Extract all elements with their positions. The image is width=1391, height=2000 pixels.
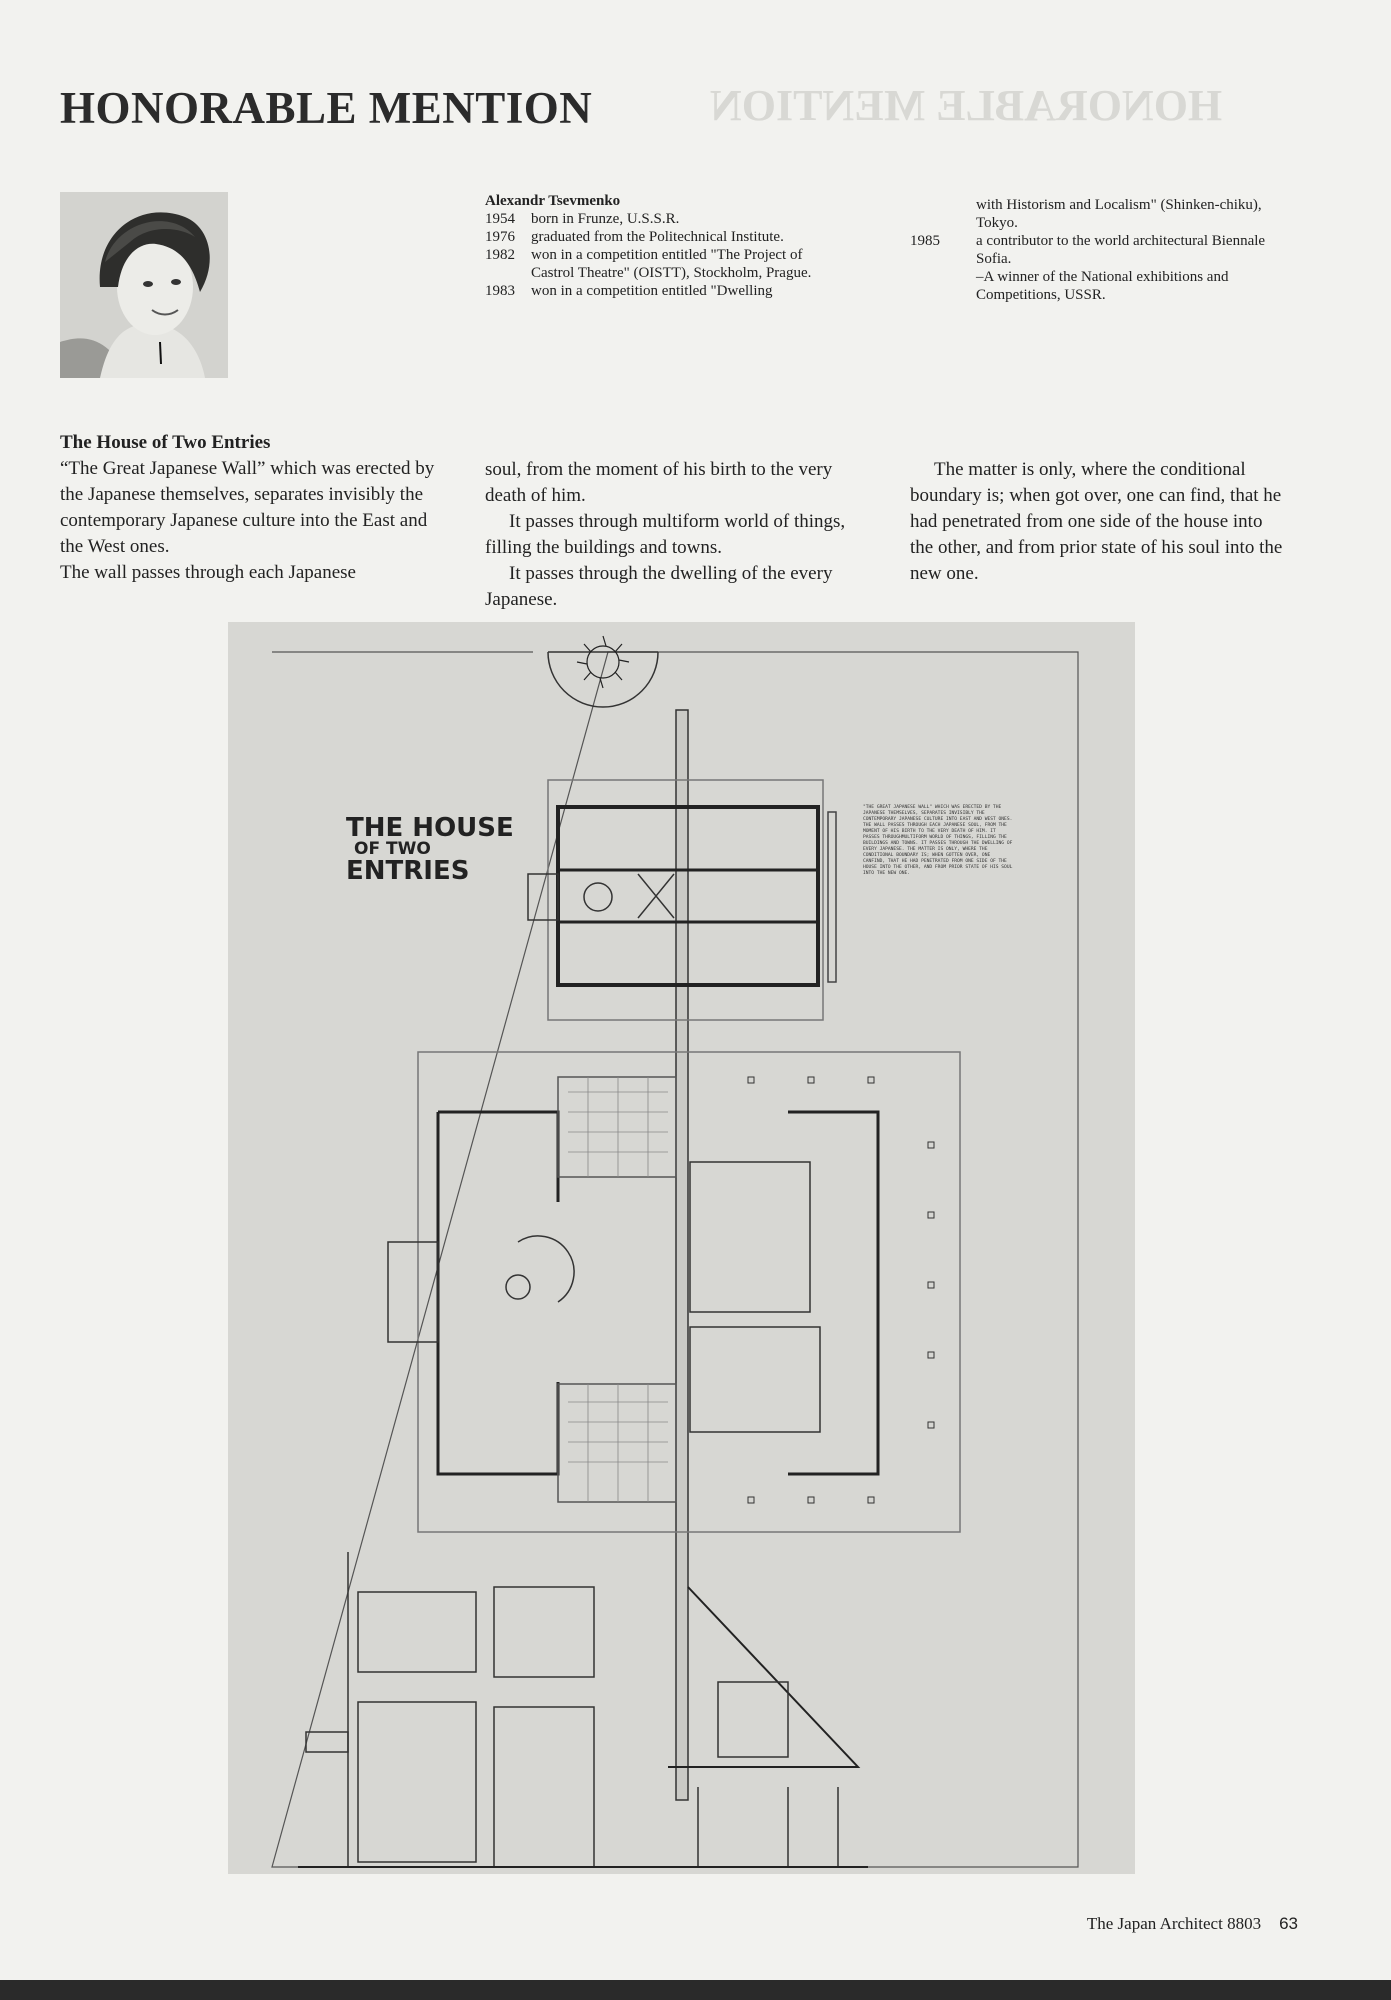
article-paragraph: It passes through multiform world of things, filling the buildings and towns. (485, 511, 846, 558)
show-through-heading: HONORABLE MENTION (710, 81, 1223, 130)
article-column-1 (60, 456, 440, 586)
bio-column-1 (485, 192, 860, 300)
bio-entry: 1976 graduated from the Politechnical Institute. (485, 229, 784, 245)
bio-entry: 1983 won in a competition entitled "Dwelling (485, 283, 773, 299)
article-paragraph: The wall passes through each Japanese (60, 562, 356, 583)
article-title: The House of Two Entries (60, 432, 271, 453)
journal-name: The Japan Architect 8803 (1086, 1914, 1262, 1933)
article-paragraph: It passes through the dwelling of the every Japanese. (485, 563, 833, 610)
article-column-3 (910, 457, 1290, 587)
page-bottom-edge (0, 1980, 1391, 2000)
architect-name: Alexandr Tsevmenko (485, 193, 621, 209)
bio-entry: 1985 a contributor to the world architectural Biennale Sofia. (910, 233, 1266, 267)
bio-entry: 1954 born in Frunze, U.S.S.R. (485, 211, 680, 227)
architectural-plan-drawing (228, 622, 1135, 1874)
bio-column-2 (910, 196, 1290, 304)
bio-entry: with Historism and Localism" (Shinken-chiku), Tokyo. (976, 197, 1262, 231)
page-heading: HONORABLE MENTION (60, 83, 593, 133)
page-number: 63 (1279, 1914, 1298, 1933)
drawing-annotation-text: "THE GREAT JAPANESE WALL" WHICH WAS ERECTED BY THE JAPANESE THEMSELVES, SEPARATES INVISIBLY THE CONTEMPORARY JAPANESE CULTURE INTO EAST AND WEST ONES. THE WALL PASSES THROUGH EACH JAPANESE SOUL, FROM THE MOMENT OF HIS BIRTH TO THE VERY DEATH OF HIM. IT PASSES THROUGHMULTIFORM WORLD OF THINGS, FILLING THE BUILDINGS AND TOWNS. IT PASSES THROUGH THE DWELLING OF EVERY JAPANESE. THE MATTER IS ONLY, WHERE THE CONDITIONAL BOUNDARY IS; WHEN GOTTEN OVER, ONE CANFIND, THAT HE HAD PENETRATED FROM ONE SIDE OF THE HOUSE INTO THE OTHER, AND FROM PRIOR STATE OF HIS SOUL INTO THE NEW ONE. (863, 805, 1013, 876)
architect-portrait-photo (60, 192, 228, 378)
article-paragraph: soul, from the moment of his birth to the very death of him. (485, 459, 833, 506)
page-footer (1087, 1914, 1298, 1934)
article-paragraph: “The Great Japanese Wall” which was erected by the Japanese themselves, separates invisibly the contemporary Japanese culture into the East and the West ones. (60, 458, 435, 557)
bio-entry: 1982 won in a competition entitled "The Project of Castrol Theatre" (OISTT), Stockholm, Prague. (485, 247, 812, 281)
article-paragraph: The matter is only, where the conditional boundary is; when got over, one can find, that he had penetrated from one side of the house into the other, and from prior state of his soul into the new one. (910, 459, 1283, 584)
article-column-2 (485, 457, 860, 613)
bio-entry: –A winner of the National exhibitions and Competitions, USSR. (976, 269, 1229, 303)
drawing-title: THE HOUSE OF TWO ENTRIES (346, 813, 514, 886)
